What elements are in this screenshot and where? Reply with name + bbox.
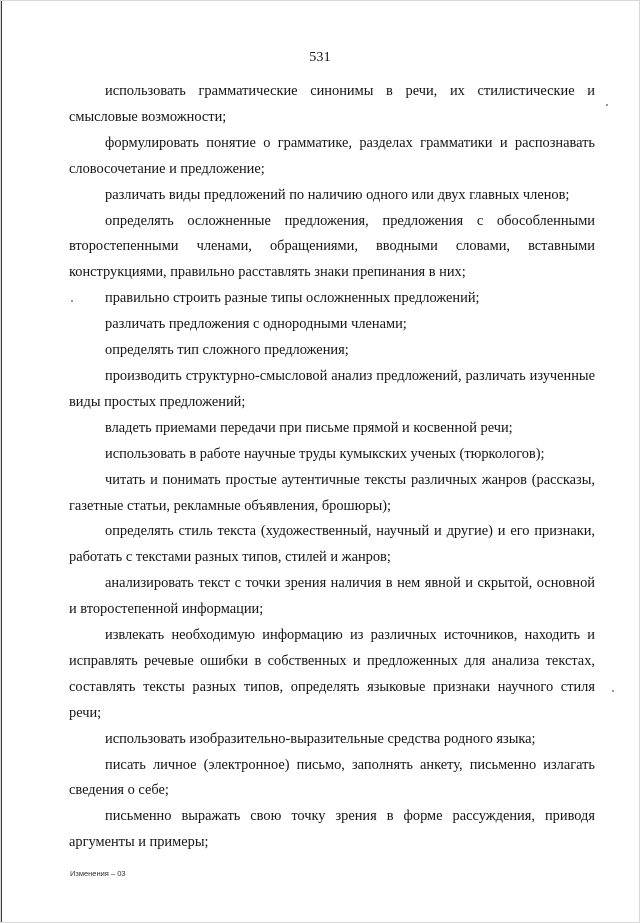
list-item: различать виды предложений по наличию одного или двух главных членов; [105,186,570,203]
scan-speck [606,104,608,106]
list-item: извлекать необходимую информацию из различных источников, находить и исправлять речевые ошибки в собственных и предложенных для анализа текстах, составлять тексты разных типов, определять языковые признаки научного стиля речи; [69,627,595,721]
list-item: анализировать текст с точки зрения наличия в нем явной и скрытой, основной и второстепенной информации; [69,575,595,618]
list-item: читать и понимать простые аутентичные тексты различных жанров (рассказы, газетные статьи, рекламные объявления, брошюры); [69,471,595,514]
list-item: использовать в работе научные труды кумыкских ученых (тюркологов); [105,445,545,462]
page-number: 531 [309,50,331,65]
list-item: правильно строить разные типы осложненных предложений; [105,290,480,307]
list-item: производить структурно-смысловой анализ предложений, различать изученные виды простых предложений; [69,367,595,410]
body-text [69,79,595,856]
revision-footer: Изменения – 03 [70,869,126,878]
list-item: формулировать понятие о грамматике, разделах грамматики и распознавать словосочетание и предложение; [69,134,595,177]
list-item: использовать грамматические синонимы в речи, их стилистические и смысловые возможности; [69,83,595,125]
list-item: различать предложения с однородными членами; [105,316,407,333]
list-item: определять тип сложного предложения; [105,342,349,359]
list-item: письменно выражать свою точку зрения в форме рассуждения, приводя аргументы и примеры; [69,808,595,851]
list-item: использовать изобразительно-выразительные средства родного языка; [105,730,536,747]
list-item: владеть приемами передачи при письме прямой и косвенной речи; [105,419,513,436]
scan-speck [612,690,614,692]
list-item: писать личное (электронное) письмо, заполнять анкету, письменно излагать сведения о себе; [69,756,595,799]
list-item: определять осложненные предложения, предложения с обособленными второстепенными членами, обращениями, вводными словами, вставными конструкциями, правильно расставлять знаки препинания в них; [69,212,595,281]
list-item: определять стиль текста (художественный, научный и другие) и его признаки, работать с текстами разных типов, стилей и жанров; [69,523,595,566]
scan-speck [71,300,73,302]
